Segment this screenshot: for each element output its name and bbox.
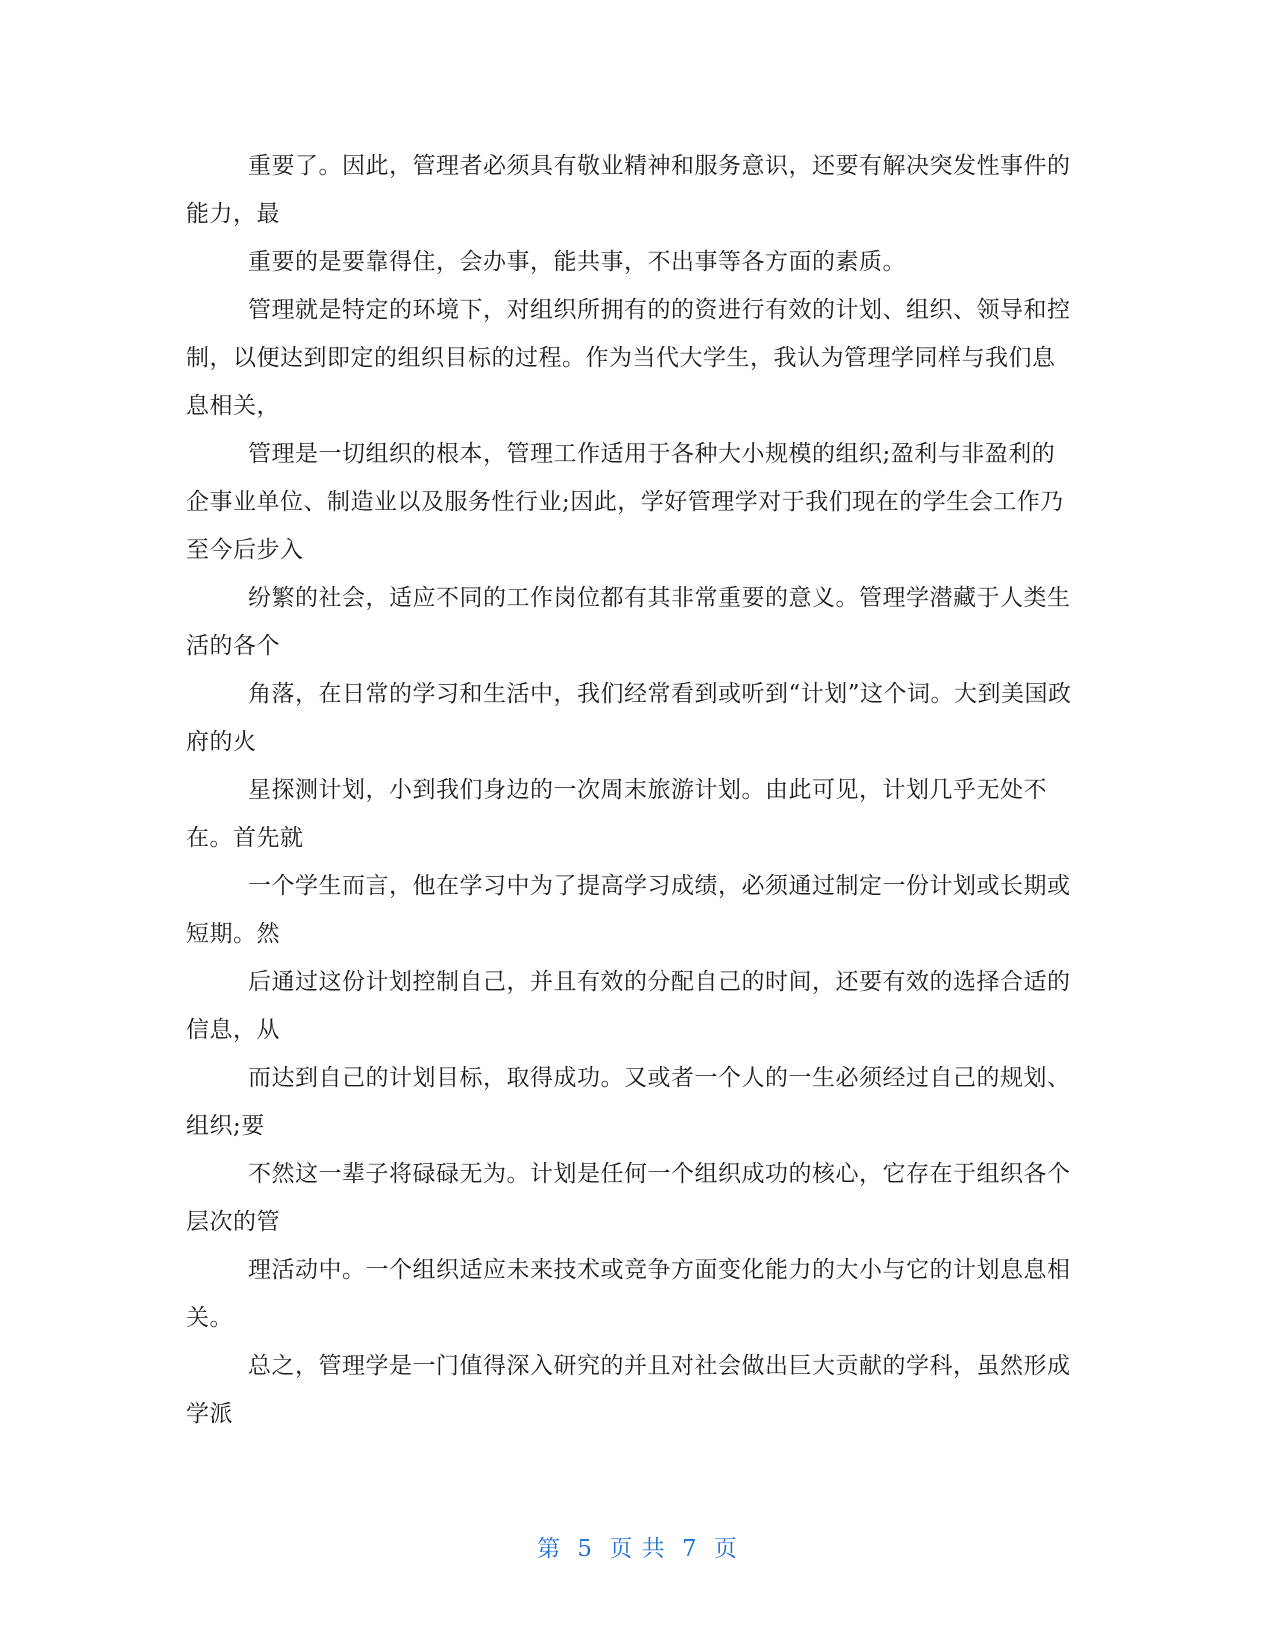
footer-suffix: 页 <box>713 1536 738 1562</box>
paragraph-11: 不然这一辈子将碌碌无为。计划是任何一个组织成功的核心，它存在于组织各个层次的管 <box>186 1161 1071 1235</box>
paragraph-2: 重要的是要靠得住，会办事，能共事，不出事等各方面的素质。 <box>248 249 906 275</box>
paragraph-13: 总之，管理学是一门值得深入研究的并且对社会做出巨大贡献的学科，虽然形成学派 <box>186 1353 1071 1427</box>
paragraph-4: 管理是一切组织的根本，管理工作适用于各种大小规模的组织;盈利与非盈利的企事业单位、制造业以及服务性行业;因此，学好管理学对于我们现在的学生会工作乃至今后步入 <box>186 441 1064 563</box>
paragraph-12: 理活动中。一个组织适应未来技术或竞争方面变化能力的大小与它的计划息息相关。 <box>186 1257 1071 1331</box>
paragraph-5: 纷繁的社会，适应不同的工作岗位都有其非常重要的意义。管理学潜藏于人类生活的各个 <box>186 585 1071 659</box>
paragraph-8: 一个学生而言，他在学习中为了提高学习成绩，必须通过制定一份计划或长期或短期。然 <box>186 873 1071 947</box>
page-footer <box>0 1530 1275 1563</box>
footer-current-page: 5 <box>577 1536 594 1562</box>
document-body <box>186 142 1076 1438</box>
paragraph-9: 后通过这份计划控制自己，并且有效的分配自己的时间，还要有效的选择合适的信息，从 <box>186 969 1071 1043</box>
footer-prefix: 第 <box>537 1536 562 1562</box>
paragraph-7: 星探测计划，小到我们身边的一次周末旅游计划。由此可见，计划几乎无处不在。首先就 <box>186 777 1047 851</box>
footer-total-pages: 7 <box>681 1536 698 1562</box>
paragraph-1: 重要了。因此，管理者必须具有敬业精神和服务意识，还要有解决突发性事件的能力，最 <box>186 153 1071 227</box>
footer-middle: 页 共 <box>609 1536 666 1562</box>
paragraph-10: 而达到自己的计划目标，取得成功。又或者一个人的一生必须经过自己的规划、组织;要 <box>186 1065 1071 1139</box>
paragraph-3: 管理就是特定的环境下，对组织所拥有的的资进行有效的计划、组织、领导和控制，以便达到即定的组织目标的过程。作为当代大学生，我认为管理学同样与我们息息相关， <box>186 297 1071 419</box>
paragraph-6: 角落，在日常的学习和生活中，我们经常看到或听到“计划”这个词。大到美国政府的火 <box>186 681 1072 755</box>
